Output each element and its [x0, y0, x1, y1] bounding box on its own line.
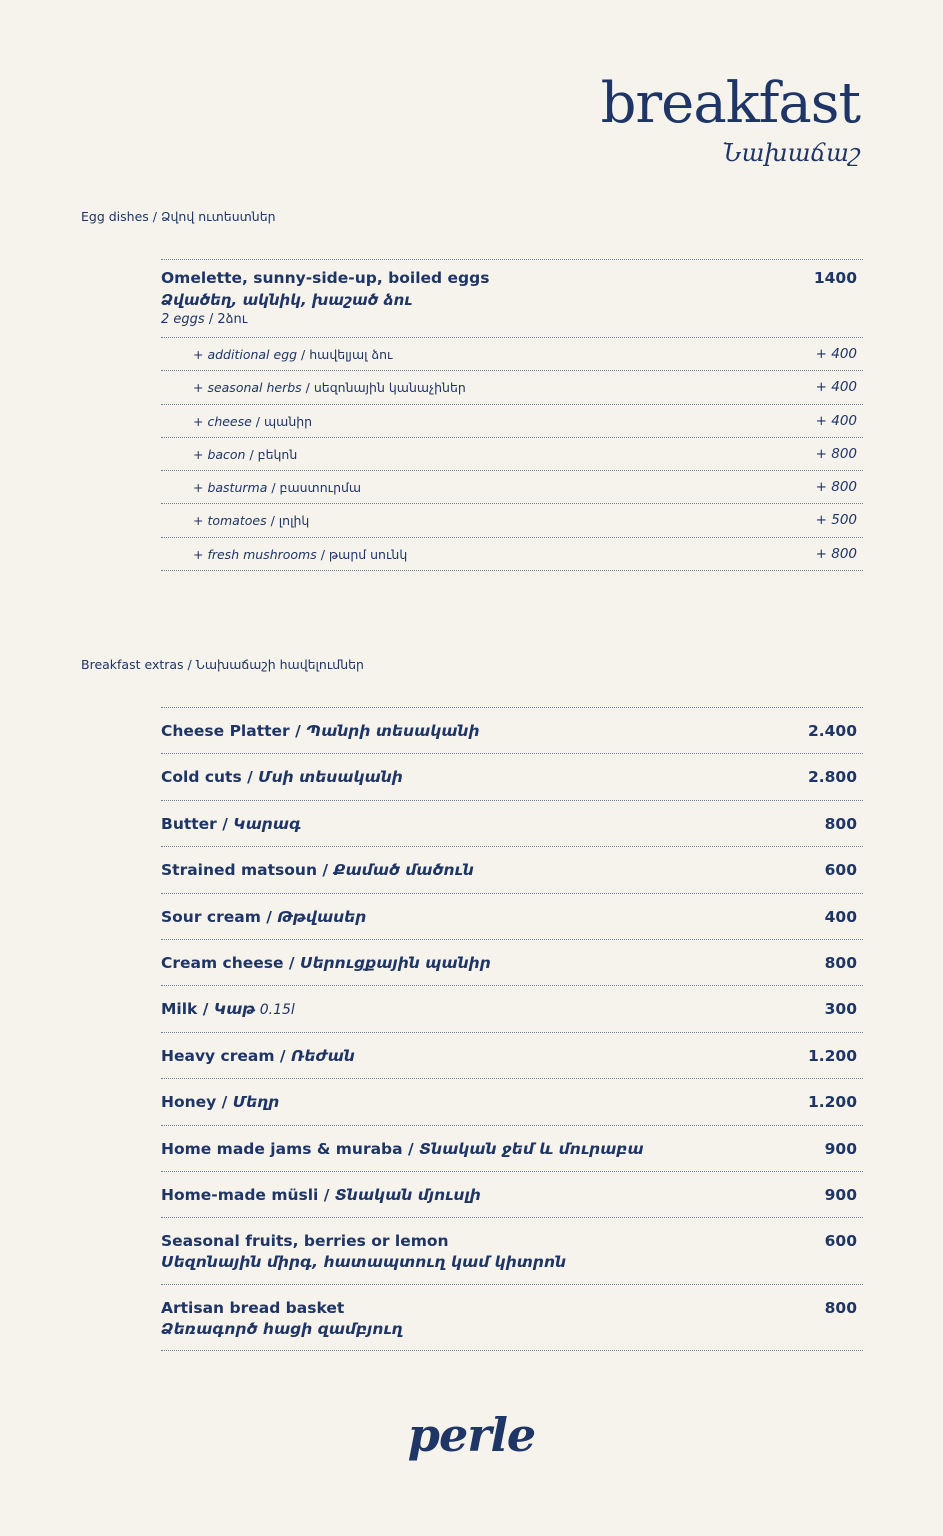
- menu-item: [161, 847, 863, 893]
- item-volume: 0.15l: [255, 1002, 295, 1019]
- addon-price: + 500: [815, 512, 857, 529]
- item-name-en: Home-made müsli /: [161, 1185, 335, 1204]
- page-title: breakfast: [600, 71, 860, 136]
- menu-item: [161, 940, 863, 986]
- addon-row: [161, 338, 863, 371]
- addon-row: [161, 504, 863, 537]
- addon-name-hy: / պանիր: [251, 413, 313, 429]
- item-price: 1400: [813, 269, 857, 287]
- item-name-en: Seasonal fruits, berries or lemon: [161, 1232, 449, 1251]
- item-price: 1.200: [807, 1093, 857, 1112]
- item-price: 900: [824, 1139, 857, 1158]
- addon-name-hy: / բաստուրմա: [267, 480, 362, 496]
- addon-name-en: + additional egg: [193, 347, 298, 362]
- addon-name-hy: / թարմ սունկ: [316, 546, 408, 562]
- item-name-en: Home made jams & muraba /: [161, 1139, 420, 1158]
- extras-section-label: Breakfast extras / Նախաճաշի հավելումներ: [81, 657, 364, 672]
- item-price: 400: [824, 907, 857, 926]
- addon-row: [161, 538, 863, 571]
- menu-item: [161, 1033, 863, 1079]
- item-name-hy: Կարագ: [233, 814, 302, 833]
- item-name-hy: Պանրի տեսականի: [306, 722, 480, 740]
- item-name-en: Honey /: [161, 1093, 233, 1112]
- menu-item: [161, 1285, 863, 1352]
- item-name-en: Heavy cream /: [161, 1046, 291, 1065]
- item-name-hy: Սեզոնային միրգ, հատապտուղ կամ կիտրոն: [161, 1253, 567, 1272]
- item-name-en: Cream cheese /: [161, 953, 300, 972]
- item-note-separator: /: [204, 312, 218, 327]
- menu-item: [161, 708, 863, 754]
- menu-item: [161, 754, 863, 800]
- item-price: 300: [824, 1000, 857, 1019]
- addon-row: [161, 438, 863, 471]
- addon-name-en: + cheese: [193, 413, 252, 429]
- item-name-hy: Մսի տեսականի: [258, 768, 403, 787]
- item-name-en: Omelette, sunny-side-up, boiled eggs: [161, 269, 490, 287]
- addon-name-hy: / սեզոնային կանաչիներ: [301, 380, 466, 396]
- item-name-en: Butter /: [161, 814, 234, 833]
- menu-item: [161, 1172, 863, 1218]
- item-name-hy: Ռեժան: [290, 1046, 355, 1065]
- menu-item: [161, 986, 863, 1032]
- egg-dishes-list: [161, 259, 863, 571]
- item-price: 2.800: [807, 768, 857, 787]
- item-price: 2.400: [807, 722, 857, 740]
- addon-price: + 800: [815, 545, 857, 562]
- item-name-en: Cold cuts /: [161, 768, 259, 787]
- addon-price: + 800: [815, 479, 857, 496]
- item-price: 900: [824, 1185, 857, 1204]
- addon-price: + 800: [815, 445, 857, 462]
- addon-name-en: + basturma: [193, 480, 268, 496]
- item-price: 800: [824, 953, 857, 972]
- addon-name-en: + tomatoes: [193, 513, 267, 529]
- addon-price: + 400: [815, 412, 857, 429]
- item-name-en: Milk /: [161, 1000, 214, 1019]
- item-name-hy: Քամած մածուն: [333, 861, 474, 880]
- menu-item: [161, 1126, 863, 1172]
- breakfast-extras-list: [161, 707, 863, 1351]
- page-subtitle: Նախաճաշ: [722, 139, 860, 167]
- menu-item: [161, 894, 863, 940]
- item-name-hy: Տնական ջեմ և մուրաբա: [419, 1139, 644, 1158]
- item-note: [161, 312, 247, 327]
- addon-price: + 400: [815, 346, 857, 362]
- item-name-en: Sour cream /: [161, 907, 278, 926]
- item-price: 600: [824, 1232, 857, 1251]
- item-name-hy: Տնական մյուսլի: [334, 1185, 481, 1204]
- addon-name-hy: / բեկոն: [245, 446, 298, 462]
- item-note-hy: 2ձու: [217, 312, 248, 327]
- item-price: 800: [824, 814, 857, 833]
- addon-name-en: + fresh mushrooms: [193, 546, 317, 562]
- item-name-hy: Կաթ: [213, 1000, 256, 1019]
- item-name-hy: Ձեռագործ հացի զամբյուղ: [161, 1319, 403, 1338]
- item-name-en: Strained matsoun /: [161, 861, 334, 880]
- page-header: [600, 71, 860, 168]
- menu-item: [161, 801, 863, 847]
- perle-logo: perle: [407, 1408, 536, 1462]
- addon-price: + 400: [815, 379, 857, 396]
- item-name-en: Artisan bread basket: [161, 1298, 345, 1317]
- item-price: 600: [824, 861, 857, 880]
- menu-item-eggs: [161, 260, 863, 338]
- item-note-en: 2 eggs: [161, 312, 205, 327]
- addon-row: [161, 371, 863, 404]
- addon-name-hy: / լոլիկ: [266, 513, 310, 529]
- addon-row: [161, 471, 863, 504]
- addon-name-en: + bacon: [193, 446, 246, 462]
- menu-item: [161, 1079, 863, 1125]
- item-name-hy: Սերուցքային պանիր: [299, 953, 491, 972]
- item-name-hy: Թթվասեր: [277, 907, 367, 926]
- egg-section-label: Egg dishes / Ձվով ուտեստներ: [81, 209, 276, 224]
- addon-name-hy: / հավելյալ ձու: [297, 347, 393, 362]
- item-name-en: Cheese Platter /: [161, 722, 307, 740]
- addon-name-en: + seasonal herbs: [193, 380, 302, 396]
- item-price: 800: [824, 1298, 857, 1317]
- item-name-hy: Մեղր: [232, 1093, 280, 1112]
- menu-item: [161, 1218, 863, 1285]
- item-price: 1.200: [807, 1046, 857, 1065]
- addon-row: [161, 405, 863, 438]
- item-name-hy: Ձվածեղ, ակնիկ, խաշած ձու: [161, 291, 413, 309]
